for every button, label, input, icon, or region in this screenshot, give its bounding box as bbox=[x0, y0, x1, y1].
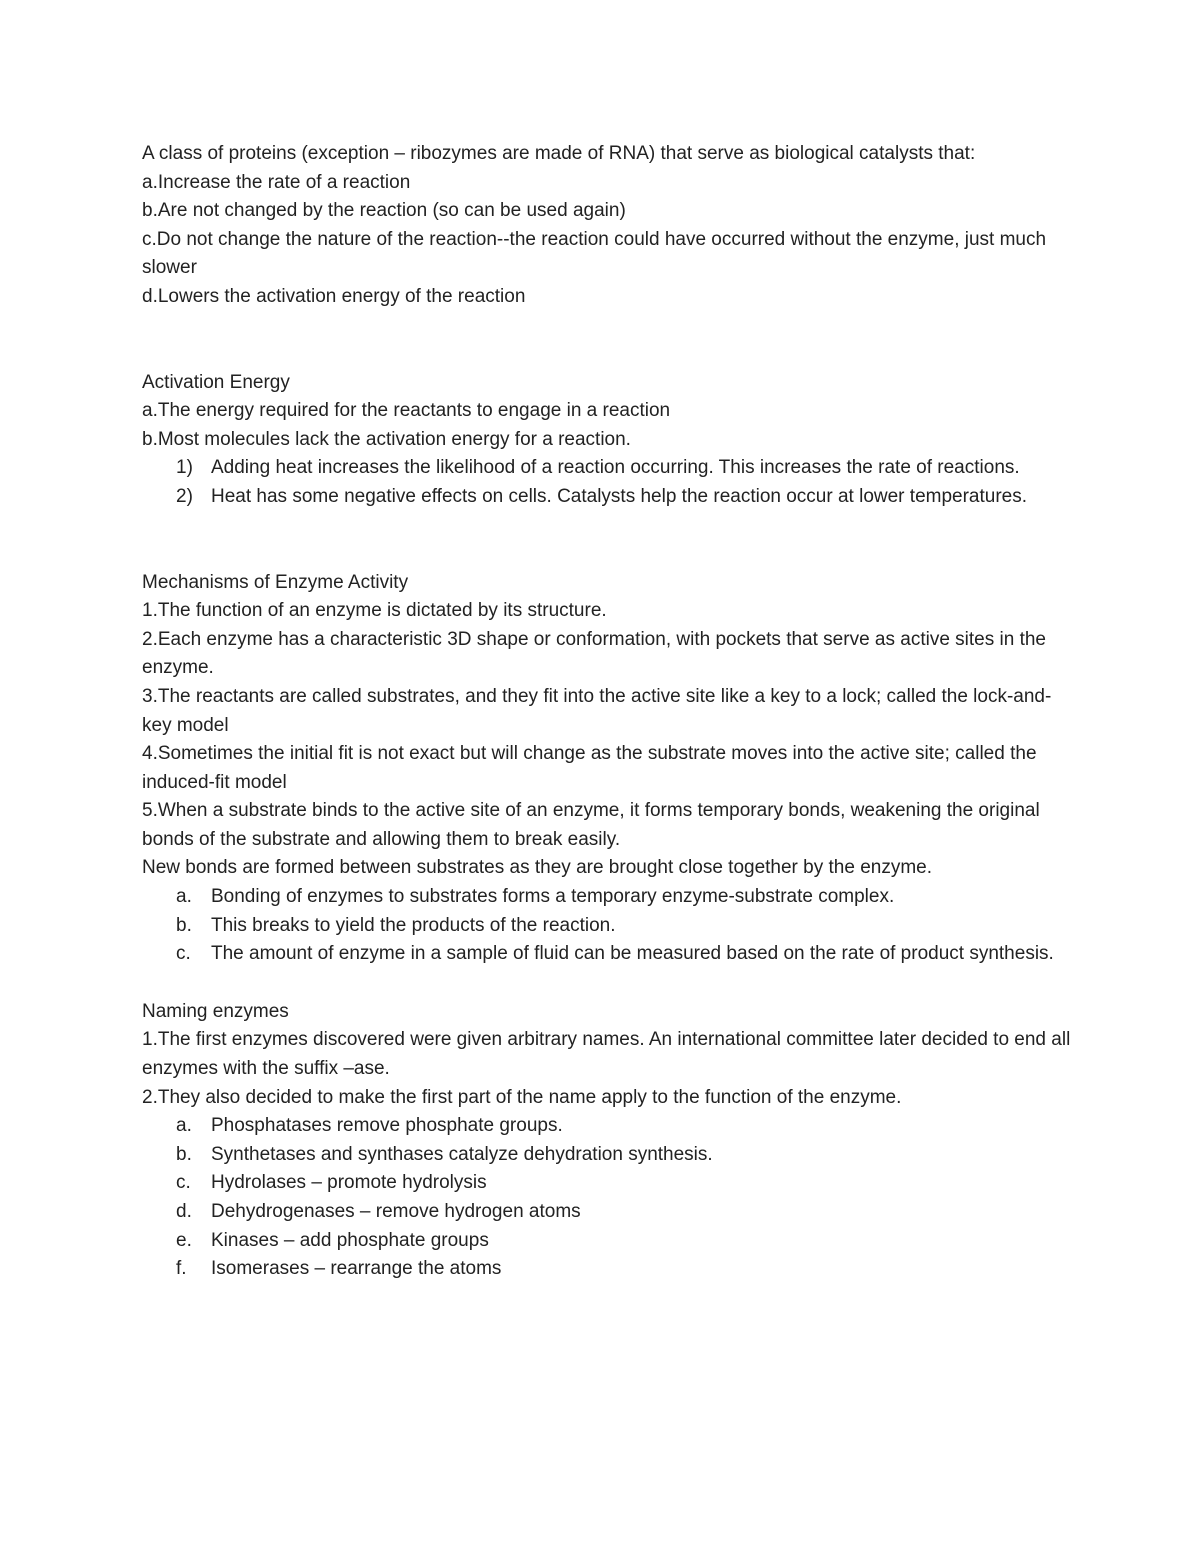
intro-definition: A class of proteins (exception – ribozymes are made of RNA) that serve as biological catalysts that: bbox=[142, 143, 976, 164]
list-item bbox=[142, 1169, 1072, 1198]
naming-item-2: 2.They also decided to make the first part of the name apply to the function of the enzyme. bbox=[142, 1086, 902, 1108]
list-marker: b. bbox=[176, 914, 192, 936]
activation-section bbox=[142, 369, 1072, 512]
list-item-text: Bonding of enzymes to substrates forms a temporary enzyme-substrate complex. bbox=[211, 886, 895, 908]
list-marker: 2) bbox=[176, 485, 193, 507]
naming-item-1: 1.The first enzymes discovered were given arbitrary names. An international committee later decided to end all enzymes with the suffix –ase. bbox=[142, 1029, 1071, 1080]
section-heading: Naming enzymes bbox=[142, 1000, 289, 1022]
list-marker: b. bbox=[176, 1143, 192, 1165]
section-spacer bbox=[142, 512, 1072, 569]
intro-item-b: b.Are not changed by the reaction (so can be used again) bbox=[142, 200, 626, 222]
list-item-text: The amount of enzyme in a sample of fluid can be measured based on the rate of product synthesis. bbox=[211, 943, 1054, 965]
list-item-text: Isomerases – rearrange the atoms bbox=[211, 1258, 502, 1280]
mechanisms-item-3: 3.The reactants are called substrates, and they fit into the active site like a key to a lock; called the lock-and-key model bbox=[142, 685, 1052, 736]
intro-item-d: d.Lowers the activation energy of the reaction bbox=[142, 285, 526, 307]
list-item-text: Adding heat increases the likelihood of a reaction occurring. This increases the rate of reactions. bbox=[211, 457, 1020, 479]
list-item bbox=[142, 1141, 1072, 1170]
list-item bbox=[142, 483, 1072, 512]
intro-section bbox=[142, 140, 1072, 312]
list-item bbox=[142, 1198, 1072, 1227]
list-item bbox=[142, 940, 1072, 969]
list-marker: a. bbox=[176, 1115, 192, 1137]
list-item bbox=[142, 1227, 1072, 1256]
naming-section bbox=[142, 998, 1072, 1284]
mechanisms-item-new-bonds: New bonds are formed between substrates as they are brought close together by the enzyme. bbox=[142, 857, 933, 879]
document-page bbox=[142, 140, 1072, 1284]
list-marker: c. bbox=[176, 1172, 191, 1194]
list-item bbox=[142, 883, 1072, 912]
activation-item-b: b.Most molecules lack the activation energy for a reaction. bbox=[142, 428, 631, 450]
list-marker: 1) bbox=[176, 457, 193, 479]
list-item bbox=[142, 1255, 1072, 1284]
intro-item-a: a.Increase the rate of a reaction bbox=[142, 171, 411, 193]
list-item-text: Phosphatases remove phosphate groups. bbox=[211, 1115, 563, 1137]
mechanisms-item-2: 2.Each enzyme has a characteristic 3D shape or conformation, with pockets that serve as active sites in the enzyme. bbox=[142, 628, 1046, 679]
list-item-text: Dehydrogenases – remove hydrogen atoms bbox=[211, 1201, 581, 1222]
list-item-text: Kinases – add phosphate groups bbox=[211, 1229, 489, 1251]
list-marker: e. bbox=[176, 1229, 192, 1251]
list-marker: a. bbox=[176, 886, 192, 908]
list-item-text: Heat has some negative effects on cells. Catalysts help the reaction occur at lower temperatures. bbox=[211, 485, 1028, 507]
list-item bbox=[142, 1112, 1072, 1141]
mechanisms-item-4: 4.Sometimes the initial fit is not exact but will change as the substrate moves into the active site; called the induced-fit model bbox=[142, 743, 1037, 793]
list-item-text: This breaks to yield the products of the reaction. bbox=[211, 914, 616, 936]
list-item-text: Hydrolases – promote hydrolysis bbox=[211, 1172, 487, 1194]
list-marker: c. bbox=[176, 943, 191, 965]
section-heading: Mechanisms of Enzyme Activity bbox=[142, 571, 409, 593]
section-spacer bbox=[142, 312, 1072, 369]
list-item-text: Synthetases and synthases catalyze dehydration synthesis. bbox=[211, 1143, 713, 1165]
list-marker: f. bbox=[176, 1258, 187, 1280]
list-item bbox=[142, 912, 1072, 941]
mechanisms-section bbox=[142, 569, 1072, 969]
mechanisms-item-5: 5.When a substrate binds to the active site of an enzyme, it forms temporary bonds, weakening the original bonds of the substrate and allowing them to break easily. bbox=[142, 800, 1040, 850]
section-spacer bbox=[142, 969, 1072, 998]
list-item bbox=[142, 454, 1072, 483]
mechanisms-item-1: 1.The function of an enzyme is dictated by its structure. bbox=[142, 600, 607, 622]
intro-item-c: c.Do not change the nature of the reaction--the reaction could have occurred without the enzyme, just much slower bbox=[142, 228, 1047, 279]
list-marker: d. bbox=[176, 1201, 192, 1222]
section-heading: Activation Energy bbox=[142, 371, 290, 393]
activation-item-a: a.The energy required for the reactants to engage in a reaction bbox=[142, 400, 671, 422]
